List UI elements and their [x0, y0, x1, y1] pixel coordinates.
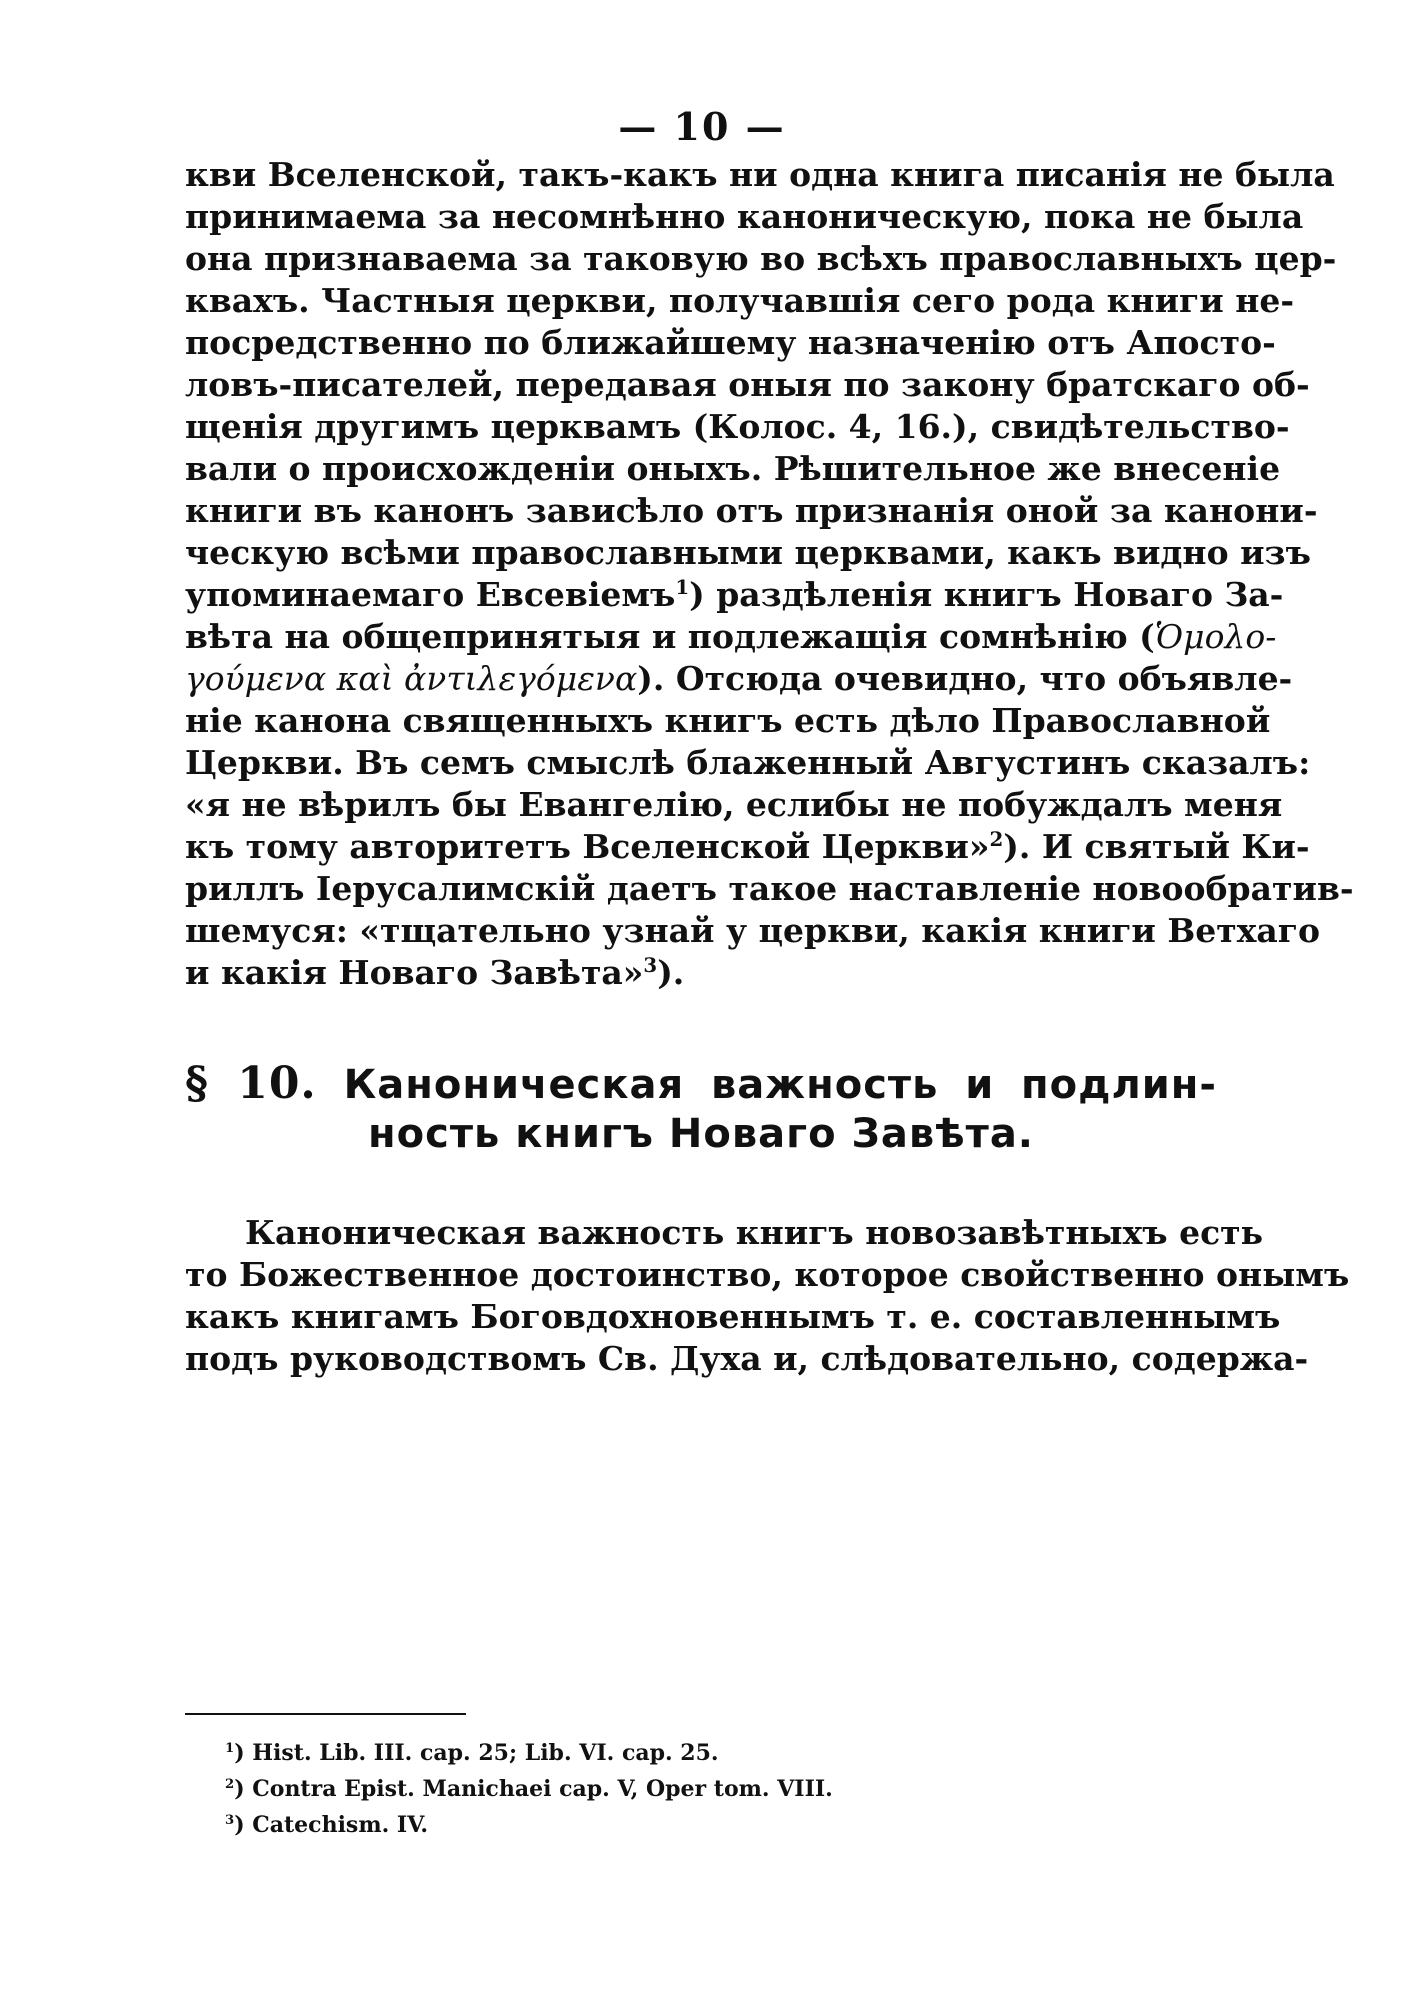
- text-line: кви Вселенской, такъ-какъ ни одна книга писанія не была: [185, 155, 1335, 194]
- text-span: и какія Новаго Завѣта»: [185, 953, 644, 992]
- footnote-text: ) Hist. Lib. III. cap. 25; Lib. VI. cap. 25.: [234, 1740, 719, 1766]
- footnote: [225, 1742, 1125, 1764]
- text-line: [185, 659, 1293, 698]
- text-line: квахъ. Частныя церкви, получавшія сего рода книги не-: [185, 281, 1295, 320]
- text-span: вѣта на общепринятыя и подлежащія сомнѣнію (: [185, 617, 1155, 656]
- text-line: [185, 575, 1284, 614]
- text-line: [185, 953, 1217, 992]
- footnote-mark: 3: [225, 1813, 235, 1829]
- text-line: Каноническая важность книгъ новозавѣтныхъ есть: [245, 1213, 1264, 1252]
- text-span: къ тому авторитетъ Вселенской Церкви»: [185, 827, 990, 866]
- text-line: принимаема за несомнѣнно каноническую, пока не была: [185, 197, 1304, 236]
- text-line: ніе канона священныхъ книгъ есть дѣло Православной: [185, 701, 1271, 740]
- text-line: Церкви. Въ семъ смыслѣ блаженный Августинъ сказалъ:: [185, 743, 1311, 782]
- greek-term: γούμενα καὶ ἀντιλεγόμενα: [185, 659, 638, 698]
- text-line: риллъ Іерусалимскій даетъ такое наставленіе новообратив-: [185, 869, 1354, 908]
- text-span: ). Отсюда очевидно, что объявле-: [637, 659, 1293, 698]
- footnote: [225, 1814, 1125, 1836]
- text-line: [185, 617, 1277, 656]
- footnote-ref: 2: [989, 827, 1004, 852]
- text-line: какъ книгамъ Боговдохновеннымъ т. е. составленнымъ: [185, 1297, 1281, 1336]
- text-span: ). И святый Ки-: [1003, 827, 1310, 866]
- footnote: [225, 1778, 1125, 1800]
- text-line: ловъ-писателей, передавая оныя по закону братскаго об-: [185, 365, 1310, 404]
- text-line: «я не вѣрилъ бы Евангелію, еслибы не побуждалъ меня: [185, 785, 1283, 824]
- section-heading: [185, 1058, 1217, 1109]
- text-line: ческую всѣми православными церквами, какъ видно изъ: [185, 533, 1311, 572]
- text-span: упоминаемаго Евсевіемъ: [185, 575, 676, 614]
- text-line: книги въ канонъ зависѣло отъ признанія оной за канони-: [185, 491, 1318, 530]
- text-line: подъ руководствомъ Св. Духа и, слѣдовательно, содержа-: [185, 1339, 1309, 1378]
- text-span: ) раздѣленія книгъ Новаго За-: [689, 575, 1284, 614]
- text-line: [185, 827, 1310, 866]
- text-line: щенія другимъ церквамъ (Колос. 4, 16.), свидѣтельство-: [185, 407, 1290, 446]
- section-title-line: ность книгъ Новаго Завѣта.: [367, 1111, 1035, 1157]
- text-line: то Божественное достоинство, которое свойственно онымъ: [185, 1255, 1350, 1294]
- text-line: шемуся: «тщательно узнай у церкви, какія книги Ветхаго: [185, 911, 1321, 950]
- greek-term: Ὁμολο-: [1154, 617, 1277, 656]
- section-number: § 10.: [185, 1058, 317, 1109]
- footnote-text: ) Catechism. IV.: [234, 1812, 429, 1838]
- footnote-text: ) Contra Epist. Manichaei cap. V, Oper tom. VIII.: [234, 1776, 833, 1802]
- footnote-divider: [185, 1713, 466, 1715]
- text-line: она признаваема за таковую во всѣхъ православныхъ цер-: [185, 239, 1337, 278]
- page-number: — 10 —: [618, 104, 786, 149]
- text-line: посредственно по ближайшему назначенію отъ Апосто-: [185, 323, 1276, 362]
- section-title-line: Каноническая важность и подлин-: [343, 1062, 1217, 1108]
- text-line: вали о происхожденіи оныхъ. Рѣшительное же внесеніе: [185, 449, 1281, 488]
- footnote-mark: 2: [225, 1777, 235, 1793]
- footnote-ref: 1: [675, 575, 690, 600]
- text-span: ).: [657, 953, 685, 992]
- footnote-mark: 1: [225, 1741, 235, 1757]
- footnote-ref: 3: [643, 953, 658, 978]
